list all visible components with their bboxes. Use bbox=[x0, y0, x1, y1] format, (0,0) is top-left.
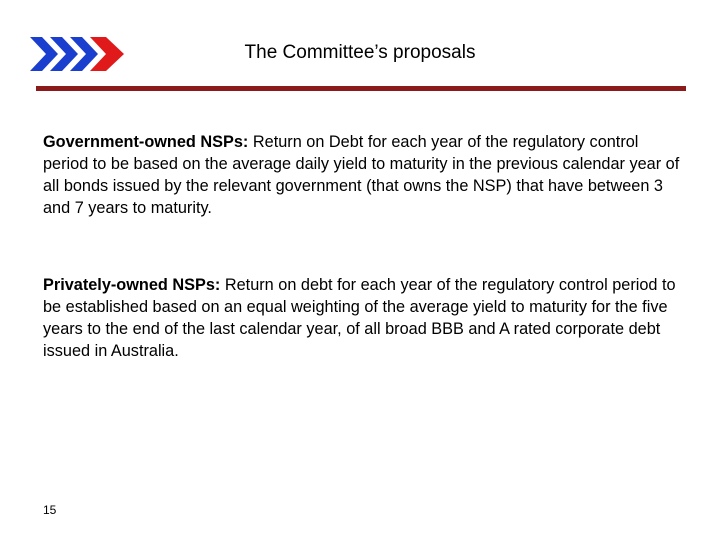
paragraph-body: Return on Debt for each year of the regulatory control period to be based on the average daily yield to maturity in the previous calendar year of all bonds issued by the relevant government (that owns the NSP) that have between 3 and 7 years to maturity. bbox=[43, 133, 680, 217]
paragraph-heading: Government-owned NSPs: bbox=[43, 133, 249, 151]
logo-chevron-blue-1 bbox=[30, 37, 58, 71]
slide-title: The Committee’s proposals bbox=[244, 42, 476, 63]
paragraph-privately-owned bbox=[43, 274, 683, 362]
title-divider bbox=[36, 86, 686, 91]
paragraph-heading: Privately-owned NSPs: bbox=[43, 276, 221, 294]
page-number: 15 bbox=[43, 503, 57, 517]
chevron-arrows-logo-icon bbox=[30, 35, 124, 73]
paragraph-government-owned bbox=[43, 131, 683, 219]
paragraph-body: Return on debt for each year of the regulatory control period to be established based on an equal weighting of the average yield to maturity for the five years to the end of the last calendar year, of all broad BBB and A rated corporate debt issued in Australia. bbox=[43, 276, 676, 360]
